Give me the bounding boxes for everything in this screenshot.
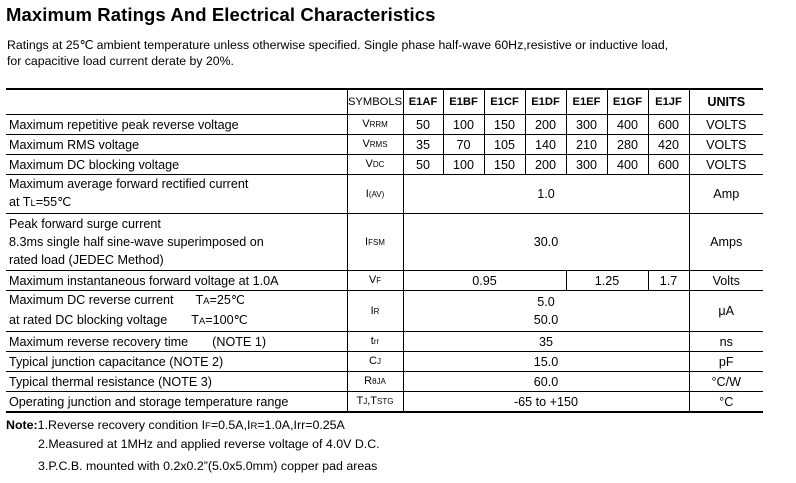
value-cell: 35	[403, 135, 443, 155]
value-cell: 300	[566, 115, 607, 135]
unit-cell: ns	[689, 332, 763, 352]
symbol-cell: TJ,TSTG	[347, 392, 403, 413]
unit-cell: Amps	[689, 214, 763, 271]
value-cell: 150	[484, 155, 525, 175]
table-row-vrms	[6, 135, 763, 155]
header-units: UNITS	[689, 89, 763, 115]
value-cell: -65 to +150	[403, 392, 689, 413]
table-row-vf	[6, 271, 763, 291]
value-cell: 400	[607, 155, 648, 175]
param-label: Typical thermal resistance (NOTE 3)	[6, 372, 347, 392]
symbol-cell: CJ	[347, 352, 403, 372]
unit-cell: VOLTS	[689, 135, 763, 155]
param-label: Operating junction and storage temperature range	[6, 392, 347, 413]
param-label: Maximum DC blocking voltage	[6, 155, 347, 175]
param-label: Maximum reverse recovery time (NOTE 1)	[6, 332, 347, 352]
note-3: 3.P.C.B. mounted with 0.2x0.2”(5.0x5.0mm) copper pad areas	[38, 459, 378, 473]
table-row-trr	[6, 332, 763, 352]
value-cell: 600	[648, 155, 689, 175]
value-cell: 70	[443, 135, 484, 155]
table-row-vrrm	[6, 115, 763, 135]
value-cell: 105	[484, 135, 525, 155]
param-label: Peak forward surge current 8.3ms single half sine-wave superimposed on rated load (JEDEC Method)	[6, 214, 347, 271]
unit-cell: °C/W	[689, 372, 763, 392]
conditions-line-1: Ratings at 25℃ ambient temperature unless otherwise specified. Single phase half-wave 60Hz,resistive or inductive load,	[7, 38, 669, 52]
ratings-table	[6, 88, 763, 413]
value-cell: 15.0	[403, 352, 689, 372]
value-cell: 50	[403, 115, 443, 135]
header-part-e1df: E1DF	[525, 89, 566, 115]
symbol-cell: IR	[347, 291, 403, 332]
symbol-cell: VRRM	[347, 115, 403, 135]
unit-cell: Volts	[689, 271, 763, 291]
value-cell: 100	[443, 155, 484, 175]
table-row-ifsm	[6, 214, 763, 271]
param-label: Maximum instantaneous forward voltage at 1.0A	[6, 271, 347, 291]
symbol-cell: VRMS	[347, 135, 403, 155]
unit-cell: Amp	[689, 175, 763, 214]
symbol-cell: VF	[347, 271, 403, 291]
value-cell: 50	[403, 155, 443, 175]
unit-cell: VOLTS	[689, 155, 763, 175]
value-cell: 1.7	[648, 271, 689, 291]
symbol-cell: VDC	[347, 155, 403, 175]
value-cell: 300	[566, 155, 607, 175]
value-cell: 210	[566, 135, 607, 155]
param-label: Maximum average forward rectified current at TL=55℃	[6, 175, 347, 214]
table-row-iav	[6, 175, 763, 214]
header-blank	[6, 89, 347, 115]
value-cell: 1.25	[566, 271, 648, 291]
header-part-e1gf: E1GF	[607, 89, 648, 115]
table-row-tj	[6, 392, 763, 413]
page-title: Maximum Ratings And Electrical Characteristics	[6, 4, 436, 25]
value-cell: 5.0 50.0	[403, 291, 689, 332]
note-1: Note:1.Reverse recovery condition IF=0.5A,IR=1.0A,Irr=0.25A	[6, 418, 345, 432]
table-row-vdc	[6, 155, 763, 175]
param-label: Maximum repetitive peak reverse voltage	[6, 115, 347, 135]
table-row-cj	[6, 352, 763, 372]
note-2: 2.Measured at 1MHz and applied reverse voltage of 4.0V D.C.	[38, 437, 380, 451]
header-part-e1bf: E1BF	[443, 89, 484, 115]
note-label: Note:	[6, 418, 38, 432]
table-row-ir	[6, 291, 763, 332]
param-label: Typical junction capacitance (NOTE 2)	[6, 352, 347, 372]
value-cell: 400	[607, 115, 648, 135]
value-cell: 1.0	[403, 175, 689, 214]
table-row-rtheta	[6, 372, 763, 392]
value-cell: 200	[525, 115, 566, 135]
unit-cell: pF	[689, 352, 763, 372]
symbol-cell: I(AV)	[347, 175, 403, 214]
value-cell: 420	[648, 135, 689, 155]
conditions-line-2: for capacitive load current derate by 20%.	[7, 54, 234, 68]
table-header-row	[6, 89, 763, 115]
value-cell: 600	[648, 115, 689, 135]
value-cell: 140	[525, 135, 566, 155]
symbol-cell: trr	[347, 332, 403, 352]
unit-cell: μA	[689, 291, 763, 332]
header-part-e1jf: E1JF	[648, 89, 689, 115]
value-cell: 280	[607, 135, 648, 155]
value-cell: 200	[525, 155, 566, 175]
symbol-cell: RθJA	[347, 372, 403, 392]
value-cell: 30.0	[403, 214, 689, 271]
value-cell: 60.0	[403, 372, 689, 392]
value-cell: 100	[443, 115, 484, 135]
header-part-e1af: E1AF	[403, 89, 443, 115]
value-cell: 35	[403, 332, 689, 352]
unit-cell: VOLTS	[689, 115, 763, 135]
param-label: Maximum DC reverse current TA=25℃ at rated DC blocking voltage TA=100℃	[6, 291, 347, 332]
param-label: Maximum RMS voltage	[6, 135, 347, 155]
unit-cell: °C	[689, 392, 763, 413]
symbol-cell: IFSM	[347, 214, 403, 271]
header-part-e1ef: E1EF	[566, 89, 607, 115]
value-cell: 150	[484, 115, 525, 135]
header-part-e1cf: E1CF	[484, 89, 525, 115]
header-symbols: SYMBOLS	[347, 89, 403, 115]
value-cell: 0.95	[403, 271, 566, 291]
